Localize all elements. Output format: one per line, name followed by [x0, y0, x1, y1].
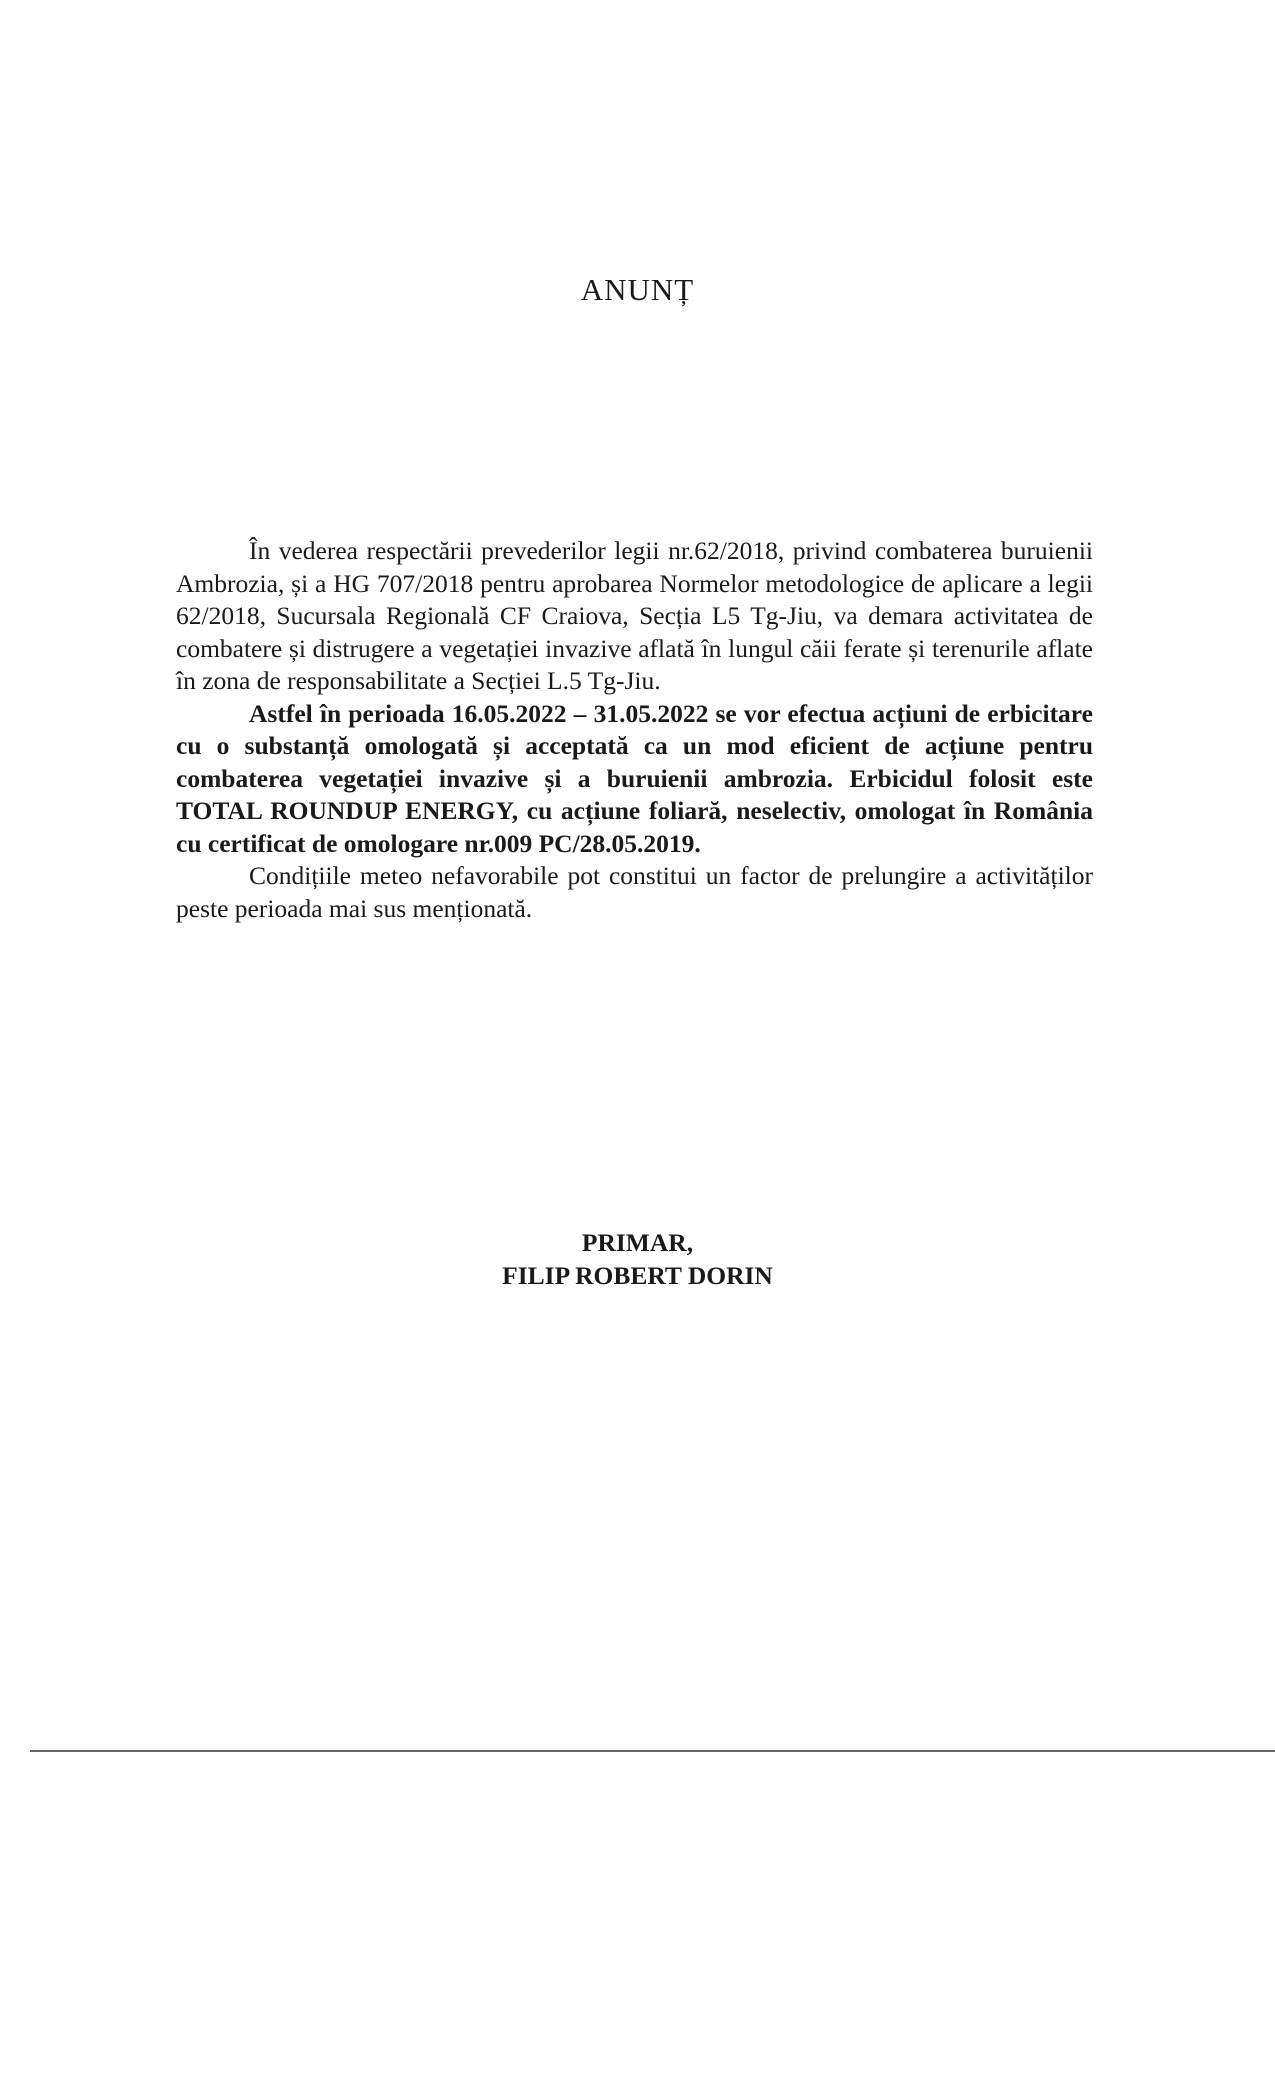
- paragraph-weather-note: Condițiile meteo nefavorabile pot constitui un factor de prelungire a activităților peste perioada mai sus menționată.: [176, 861, 1093, 923]
- footer-divider: [30, 1750, 1275, 1752]
- paragraph-legal-context: În vederea respectării prevederilor legii nr.62/2018, privind combaterea buruienii Ambrozia, și a HG 707/2018 pentru aprobarea Normelor metodologice de aplicare a legii 62/2018, Sucursala Regională CF Craiova, Secția L5 Tg-Jiu, va demara activitatea de combatere și distrugere a vegetației invazive aflată în lungul căii ferate și terenurile aflate în zona de responsabilitate a Secției L.5 Tg-Jiu.: [176, 536, 1093, 695]
- paragraph-herbicide-period: Astfel în perioada 16.05.2022 – 31.05.2022 se vor efectua acțiuni de erbicitare cu o substanță omologată și acceptată ca un mod eficient de acțiune pentru combaterea vegetației invazive și a buruienii ambrozia. Erbicidul folosit este TOTAL ROUNDUP ENERGY, cu acțiune foliară, neselectiv, omologat în România cu certificat de omologare nr.009 PC/28.05.2019.: [176, 698, 1093, 858]
- signature-block: [0, 1226, 1275, 1292]
- document-title: ANUNȚ: [580, 272, 695, 307]
- signature-name: FILIP ROBERT DORIN: [502, 1261, 773, 1290]
- signature-role: PRIMAR,: [581, 1228, 694, 1257]
- document-body: [176, 535, 1093, 925]
